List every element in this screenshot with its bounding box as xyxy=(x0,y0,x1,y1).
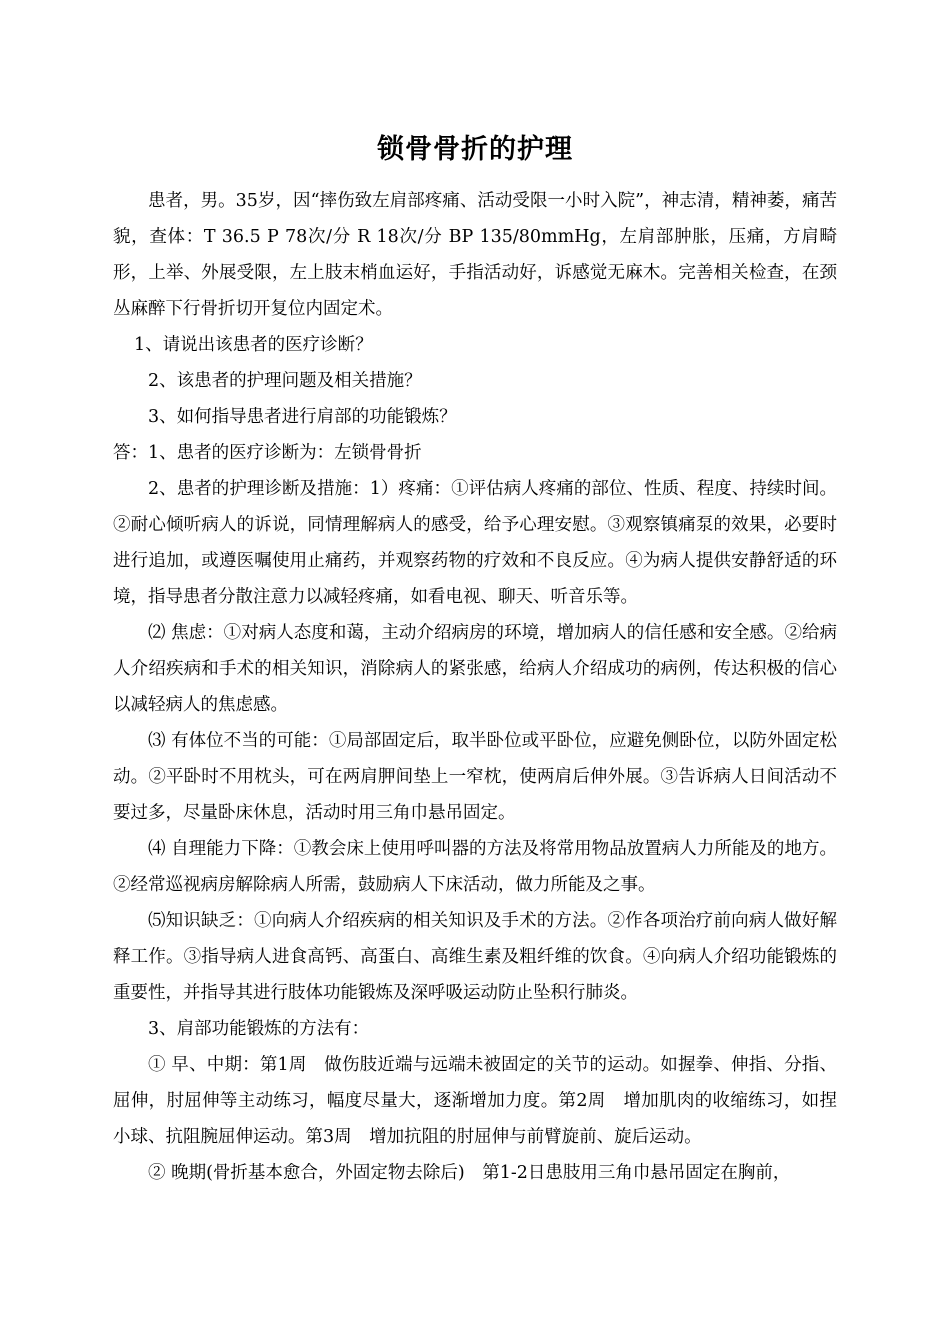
answer-1: 答：1、患者的医疗诊断为：左锁骨骨折 xyxy=(113,443,422,463)
question-3: 3、如何指导患者进行肩部的功能锻炼？ xyxy=(148,407,457,427)
document-title: 锁骨骨折的护理 xyxy=(377,134,573,165)
answer-3-late-stage: ② 晚期(骨折基本愈合，外固定物去除后) 第1-2日患肢用三角巾悬吊固定在胸前， xyxy=(148,1163,791,1183)
answer-2-knowledge: ⑸知识缺乏：①向病人介绍疾病的相关知识及手术的方法。②作各项治疗前向病人做好解释工作。③指导病人进食高钙、高蛋白、高维生素及粗纤维的饮食。④向病人介绍功能锻炼的重要性，并指导其进行肢体功能锻炼及深呼吸运动防止坠积行肺炎。 xyxy=(113,911,837,1003)
question-2: 2、该患者的护理问题及相关措施？ xyxy=(148,371,422,391)
answer-3-early-stage: ① 早、中期：第1周 做伤肢近端与远端未被固定的关节的运动。如握拳、伸指、分指、屈伸，肘屈伸等主动练习，幅度尽量大，逐渐增加力度。第2周 增加肌肉的收缩练习，如捏小球、抗阻腕屈伸运动。第3周 增加抗阻的肘屈伸与前臂旋前、旋后运动。 xyxy=(113,1055,837,1147)
answer-2-self-care: ⑷ 自理能力下降：①教会床上使用呼叫器的方法及将常用物品放置病人力所能及的地方。②经常巡视病房解除病人所需，鼓励病人下床活动，做力所能及之事。 xyxy=(113,839,837,895)
document-body xyxy=(113,183,837,1191)
case-description: 患者，男。35岁，因“摔伤致左肩部疼痛、活动受限一小时入院”，神志清，精神萎，痛苦貌，查体：T 36.5 P 78次/分 R 18次/分 BP 135/80mmHg，左肩部肿胀，压痛，方肩畸形，上举、外展受限，左上肢末梢血运好，手指活动好，诉感觉无麻木。完善相关检查，在颈丛麻醉下行骨折切开复位内固定术。 xyxy=(113,191,837,319)
answer-2-pain: 2、患者的护理诊断及措施：1）疼痛：①评估病人疼痛的部位、性质、程度、持续时间。②耐心倾听病人的诉说，同情理解病人的感受，给予心理安慰。③观察镇痛泵的效果，必要时进行追加，或遵医嘱使用止痛药，并观察药物的疗效和不良反应。④为病人提供安静舒适的环境，指导患者分散注意力以减轻疼痛，如看电视、聊天、听音乐等。 xyxy=(113,479,837,607)
answer-2-position: ⑶ 有体位不当的可能：①局部固定后，取半卧位或平卧位，应避免侧卧位，以防外固定松动。②平卧时不用枕头，可在两肩胛间垫上一窄枕，使两肩后伸外展。③告诉病人日间活动不要过多，尽量卧床休息，活动时用三角巾悬吊固定。 xyxy=(113,731,837,823)
answer-2-anxiety: ⑵ 焦虑：①对病人态度和蔼，主动介绍病房的环境，增加病人的信任感和安全感。②给病人介绍疾病和手术的相关知识，消除病人的紧张感，给病人介绍成功的病例，传达积极的信心以减轻病人的焦虑感。 xyxy=(113,623,837,715)
answer-3-heading: 3、肩部功能锻炼的方法有： xyxy=(148,1019,370,1039)
question-1: 1、请说出该患者的医疗诊断？ xyxy=(134,335,373,355)
